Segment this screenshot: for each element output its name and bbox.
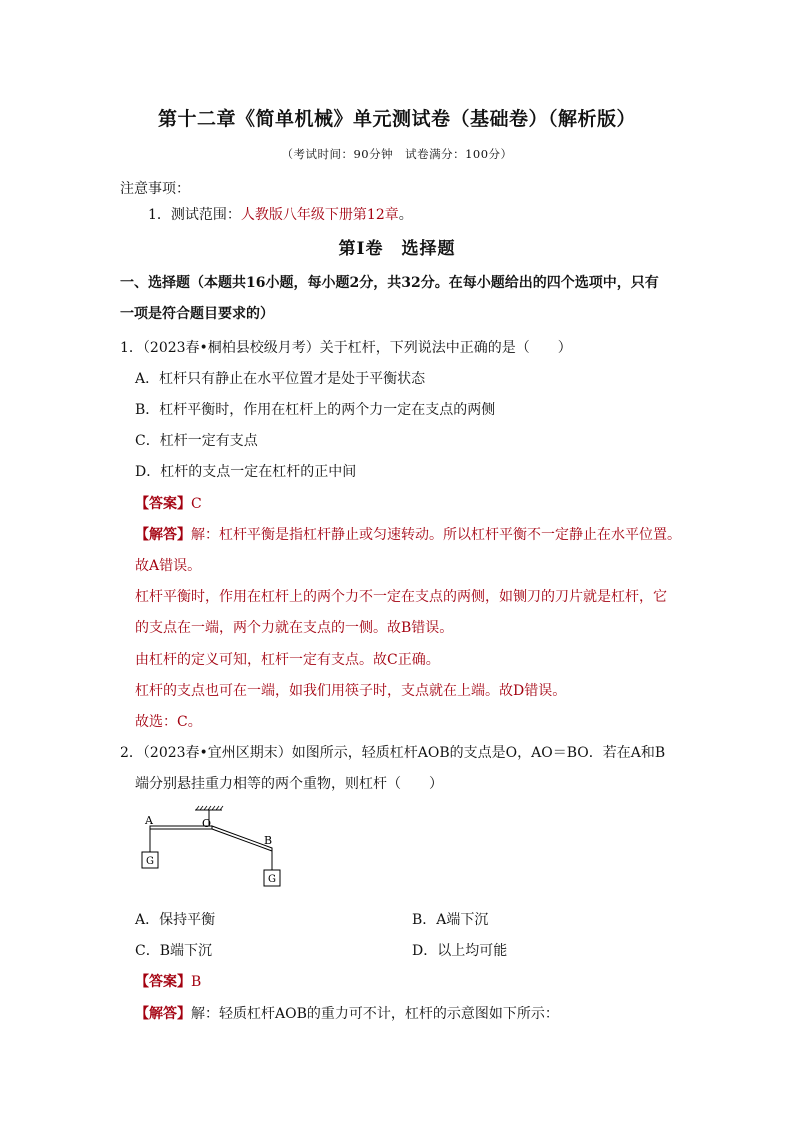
ceiling-hatch xyxy=(196,806,223,810)
note-scope: 人教版八年级下册第12章 xyxy=(240,207,399,223)
q1-analysis-line4: 的支点在一端，两个力就在支点的一侧。故B错误。 xyxy=(135,620,454,636)
analysis-text: 解：杠杆平衡是指杠杆静止或匀速转动。所以杠杆平衡不一定静止在水平位置。 xyxy=(191,527,681,543)
q2-analysis-line1 xyxy=(135,1003,559,1023)
notes-label: 注意事项： xyxy=(120,181,190,197)
q2-option-d: D．以上均可能 xyxy=(412,943,508,959)
q2-stem-line2: 端分别悬挂重力相等的两个重物，则杠杆（ ） xyxy=(135,776,443,792)
right-weight-label: G xyxy=(268,874,276,885)
analysis-label: 【解答】 xyxy=(135,527,191,543)
q2-option-a: A．保持平衡 xyxy=(135,912,216,928)
q1-analysis-line5: 由杠杆的定义可知，杠杆一定有支点。故C正确。 xyxy=(135,652,440,668)
note-prefix: 1．测试范围： xyxy=(148,207,241,223)
exam-info: （考试时间：90分钟 试卷满分：100分） xyxy=(281,147,513,161)
point-o-label: O xyxy=(202,817,212,830)
note-item-1 xyxy=(148,204,413,224)
q2-stem-line1: 2．（2023春•宜州区期末）如图所示，轻质杠杆AOB的支点是O，AO＝BO．若在A和B xyxy=(120,745,666,761)
q2-option-b: B．A端下沉 xyxy=(412,912,489,928)
q1-option-a: A．杠杆只有静止在水平位置才是处于平衡状态 xyxy=(135,371,426,387)
point-b-label: B xyxy=(264,834,273,847)
answer-value: B xyxy=(191,974,202,990)
q1-analysis-line1 xyxy=(135,524,681,544)
section-instructions-line2: 一项是符合题目要求的） xyxy=(120,306,274,322)
analysis-label: 【解答】 xyxy=(135,1006,191,1022)
document-title: 第十二章《简单机械》单元测试卷（基础卷）（解析版） xyxy=(157,108,636,130)
answer-value: C xyxy=(191,496,202,512)
left-weight-label: G xyxy=(146,856,154,867)
q1-analysis-line6: 杠杆的支点也可在一端，如我们用筷子时，支点就在上端。故D错误。 xyxy=(135,683,567,699)
part-heading: 第Ⅰ卷 选择题 xyxy=(338,239,456,259)
q1-option-b: B．杠杆平衡时，作用在杠杆上的两个力一定在支点的两侧 xyxy=(135,402,496,418)
q1-stem: 1．（2023春•桐柏县校级月考）关于杠杆，下列说法中正确的是（ ） xyxy=(120,340,572,356)
q1-analysis-line2: 故A错误。 xyxy=(135,558,202,574)
answer-label: 【答案】 xyxy=(135,974,191,990)
lever-diagram xyxy=(130,804,300,894)
q1-answer xyxy=(135,493,202,513)
q1-option-d: D．杠杆的支点一定在杠杆的正中间 xyxy=(135,464,357,480)
answer-label: 【答案】 xyxy=(135,496,191,512)
lever-arm-ob xyxy=(212,826,272,851)
point-a-label: A xyxy=(145,814,153,827)
q2-option-c: C．B端下沉 xyxy=(135,943,212,959)
section-instructions-line1: 一、选择题（本题共16小题，每小题2分，共32分。在每小题给出的四个选项中，只有 xyxy=(120,275,659,291)
q1-option-c: C．杠杆一定有支点 xyxy=(135,433,258,449)
analysis-text: 解：轻质杠杆AOB的重力可不计，杠杆的示意图如下所示： xyxy=(191,1006,559,1022)
q2-answer xyxy=(135,971,201,991)
q1-analysis-line7: 故选：C。 xyxy=(135,714,202,730)
q1-analysis-line3: 杠杆平衡时，作用在杠杆上的两个力不一定在支点的两侧，如铡刀的刀片就是杠杆，它 xyxy=(135,589,667,605)
note-suffix: 。 xyxy=(398,207,413,223)
